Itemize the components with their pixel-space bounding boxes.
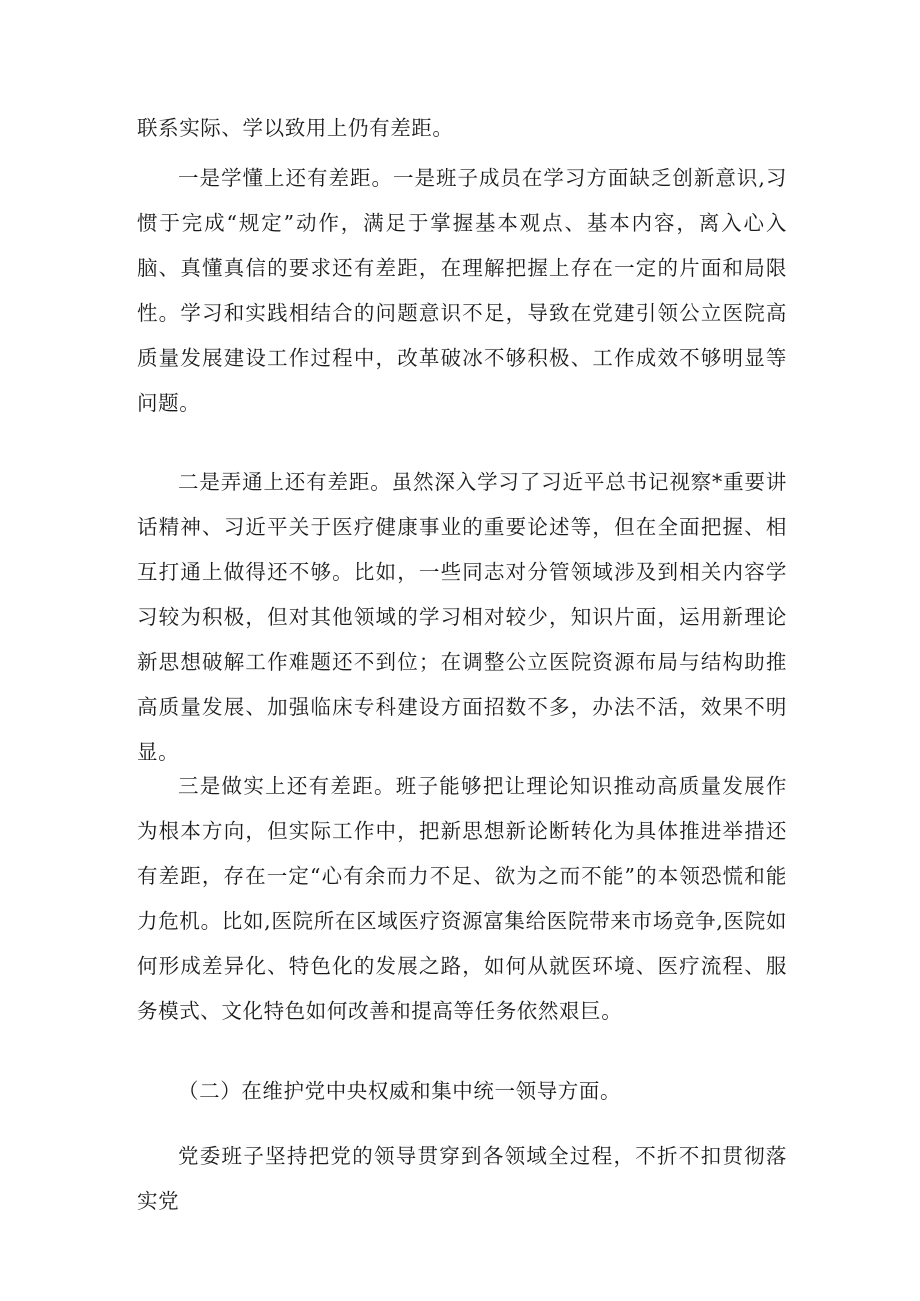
paragraph-point-one: 一是学懂上还有差距。一是班子成员在学习方面缺乏创新意识,习惯于完成“规定”动作，满足于掌握基本观点、基本内容，离入心入脑、真懂真信的要求还有差距，在理解把握上存在一定的片面和局限性。学习和实践相结合的问题意识不足，导致在党建引领公立医院高质量发展建设工作过程中，改革破冰不够积极、工作成效不够明显等问题。	[137, 166, 787, 415]
paragraph-section-start: 党委班子坚持把党的领导贯穿到各领域全过程，不折不扣贯彻落实党	[137, 1144, 787, 1213]
section-heading: （二）在维护党中央权威和集中统一领导方面。	[178, 1079, 622, 1103]
paragraph-point-three: 三是做实上还有差距。班子能够把让理论知识推动高质量发展作为根本方向，但实际工作中，把新思想新论断转化为具体推进举措还有差距，存在一定“心有余而力不足、欲为之而不能”的本领恐慌和能力危机。比如,医院所在区域医疗资源富集给医院带来市场竞争,医院如何形成差异化、特色化的发展之路，如何从就医环境、医疗流程、服务模式、文化特色如何改善和提高等任务依然艰巨。	[137, 774, 787, 1023]
paragraph-point-two: 二是弄通上还有差距。虽然深入学习了习近平总书记视察*重要讲话精神、习近平关于医疗健康事业的重要论述等，但在全面把握、相互打通上做得还不够。比如，一些同志对分管领域涉及到相关内容学习较为积极，但对其他领域的学习相对较少，知识片面，运用新理论新思想破解工作难题还不到位；在调整公立医院资源布局与结构助推高质量发展、加强临床专科建设方面招数不多，办法不活，效果不明显。	[137, 470, 787, 764]
paragraph-continuation: 联系实际、学以致用上仍有差距。	[137, 116, 454, 140]
